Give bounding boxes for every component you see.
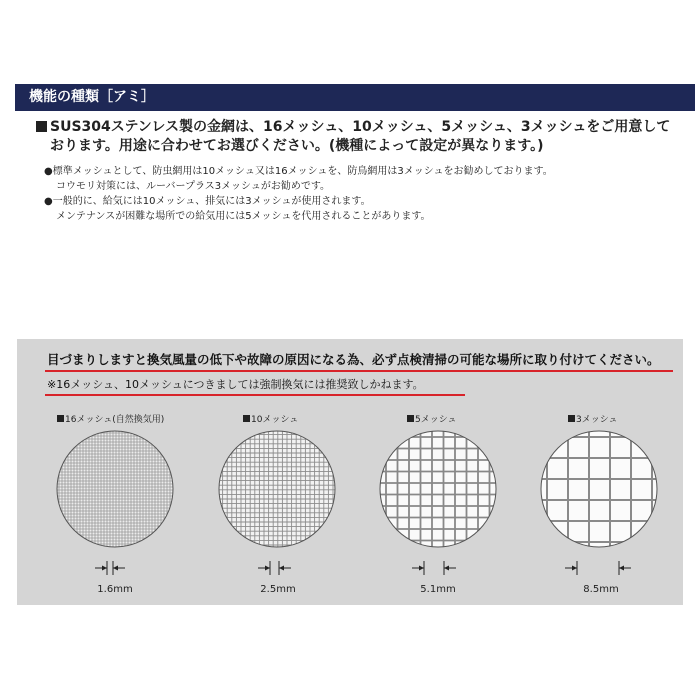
mesh-size-5: 5.1mm [420, 584, 456, 595]
bullet-2-line-1: ●一般的に、給気には10メッシュ、排気には3メッシュが使用されます。 [44, 196, 371, 207]
lead-paragraph [36, 118, 676, 156]
mesh-image-5 [378, 429, 498, 549]
warning-underline [45, 370, 673, 372]
note-underline [45, 394, 465, 396]
square-bullet-icon [568, 415, 575, 422]
mesh-label-5: 5メッシュ [407, 412, 457, 425]
bullet-list [44, 164, 684, 224]
mesh-size-16: 1.6mm [97, 584, 133, 595]
bullet-1-line-1: ●標準メッシュとして、防虫網用は10メッシュ又は16メッシュを、防鳥網用は3メッシュをお勧めしております。 [44, 166, 553, 177]
dimension-marker-5 [412, 561, 464, 575]
mesh-label-10: 10メッシュ [243, 412, 298, 425]
dimension-marker-3 [565, 561, 635, 575]
mesh-size-10: 2.5mm [260, 584, 296, 595]
dimension-marker-10 [258, 561, 298, 575]
mesh-label-3: 3メッシュ [568, 412, 618, 425]
section-title: 機能の種類［アミ］ [29, 89, 155, 105]
square-bullet-icon [243, 415, 250, 422]
square-bullet-icon [407, 415, 414, 422]
mesh-image-10 [217, 429, 337, 549]
forced-ventilation-note: ※16メッシュ、10メッシュにつきましては強制換気には推奨致しかねます。 [47, 378, 424, 391]
square-bullet-icon [57, 415, 64, 422]
maintenance-warning: 目づまりしますと換気風量の低下や故障の原因になる為、必ず点検清掃の可能な場所に取り付けてください。 [47, 352, 660, 367]
mesh-panel [17, 339, 683, 605]
bullet-1-line-2: コウモリ対策には、ルーバープラス3メッシュがお勧めです。 [56, 181, 331, 192]
lead-line-2: おります。用途に合わせてお選びください。(機種によって設定が異なります。) [50, 138, 544, 154]
square-bullet-icon [36, 121, 47, 132]
mesh-image-16 [55, 429, 175, 549]
section-header [15, 84, 695, 111]
mesh-size-3: 8.5mm [583, 584, 619, 595]
mesh-label-16: 16メッシュ(自然換気用) [57, 412, 164, 425]
lead-line-1: SUS304ステンレス製の金網は、16メッシュ、10メッシュ、5メッシュ、3メッシュをご用意して [36, 118, 676, 137]
mesh-image-3 [539, 429, 659, 549]
dimension-marker-16 [95, 561, 131, 575]
bullet-2-line-2: メンテナンスが困難な場所での給気用には5メッシュを代用されることがあります。 [56, 211, 431, 222]
